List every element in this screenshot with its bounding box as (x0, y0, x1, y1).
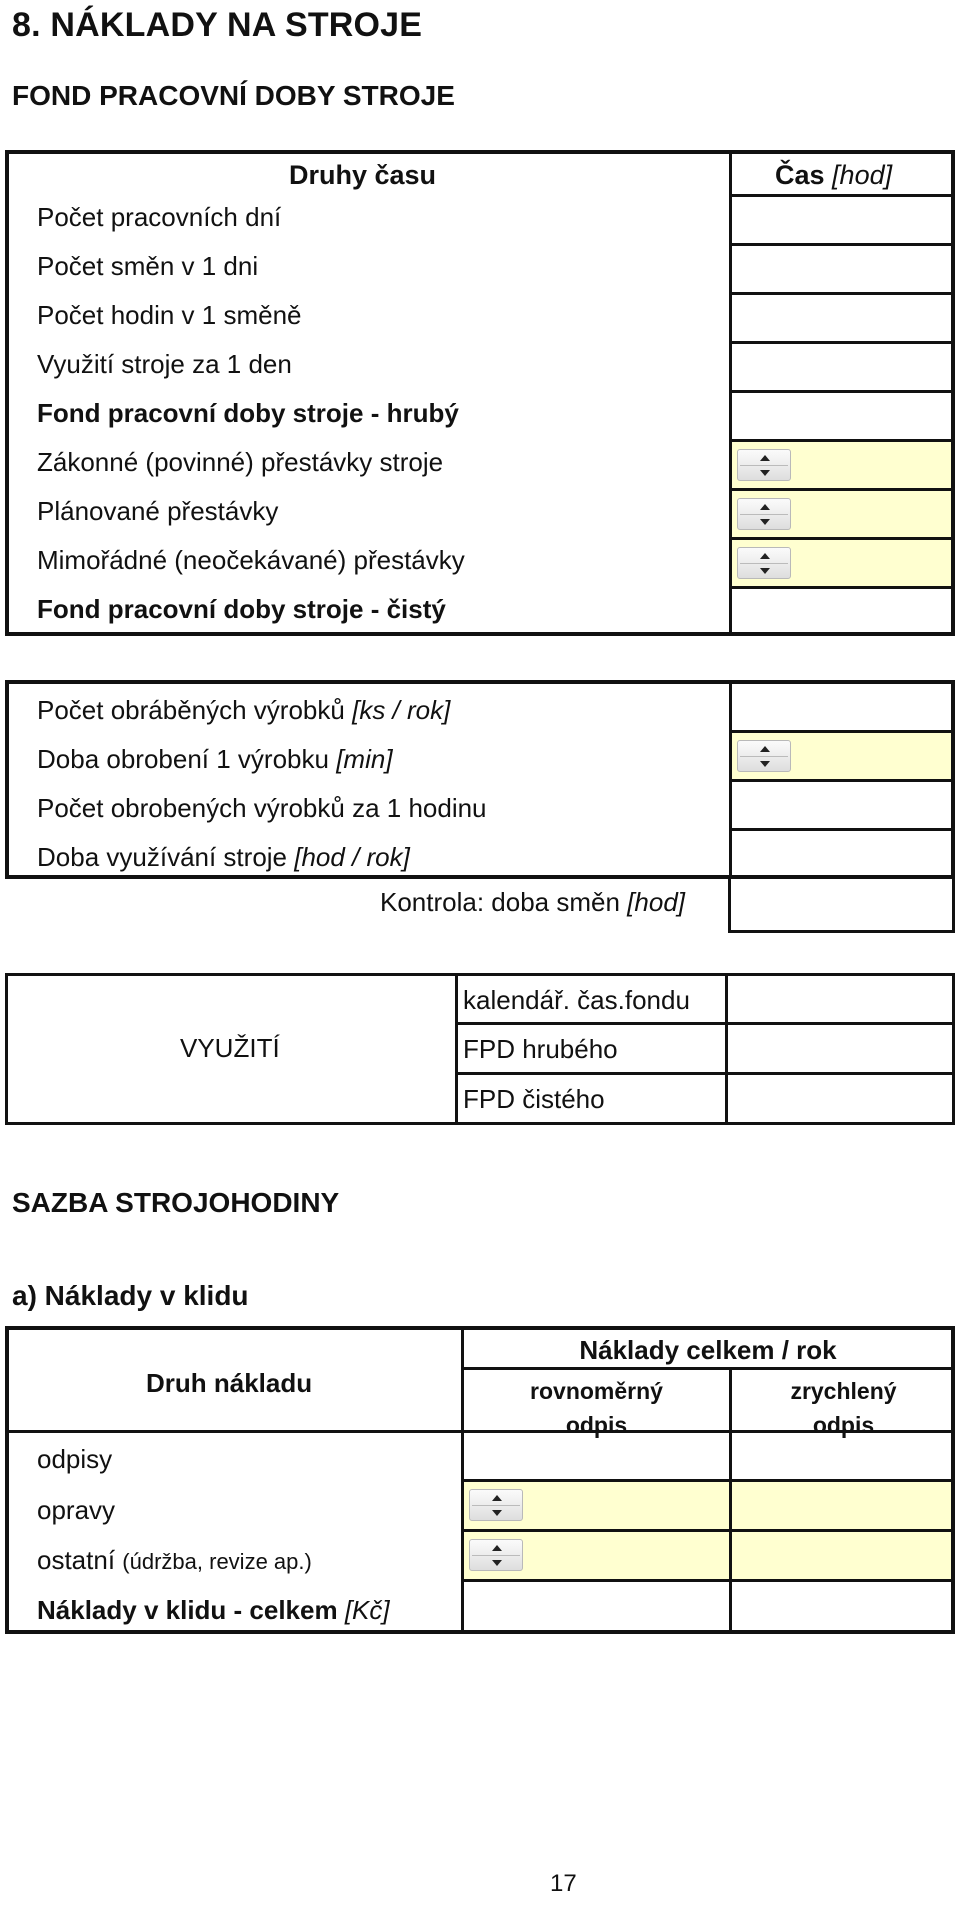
label: Doba využívání stroje (37, 842, 288, 872)
page-number: 17 (550, 1870, 577, 1897)
klid-title: a) Náklady v klidu (12, 1280, 249, 1311)
spin-up-icon[interactable] (760, 746, 770, 752)
kontrola-doba-smen (380, 887, 685, 918)
vyuziti-table (5, 973, 955, 1125)
spin-up-icon[interactable] (760, 504, 770, 510)
unit: [ks / rok] (352, 695, 451, 725)
spin-up-icon[interactable] (760, 455, 770, 461)
row-pocet-hodin: Počet hodin v 1 směně (37, 300, 302, 330)
header-naklady-celkem: Náklady celkem / rok (579, 1335, 837, 1365)
header-druh-nakladu: Druh nákladu (146, 1368, 313, 1398)
header-cas-main: Čas (775, 160, 825, 190)
header-cas (775, 160, 892, 191)
row-doba-obrobeni (37, 744, 393, 775)
unit: [hod / rok] (294, 842, 410, 872)
spin-up-icon[interactable] (492, 1495, 502, 1501)
row-ostatni (37, 1545, 312, 1576)
fond-title: FOND PRACOVNÍ DOBY STROJE (12, 80, 455, 111)
unit: [hod] (627, 887, 685, 917)
spin-down-icon[interactable] (760, 761, 770, 767)
fond-table (5, 150, 955, 636)
spin-down-icon[interactable] (760, 568, 770, 574)
klid-table (5, 1326, 955, 1634)
label: ostatní (37, 1545, 116, 1575)
spin-down-icon[interactable] (760, 519, 770, 525)
input-ostatni[interactable] (464, 1532, 951, 1579)
input-opravy[interactable] (464, 1482, 951, 1529)
sazba-title: SAZBA STROJOHODINY (12, 1187, 340, 1218)
row-pocet-smen: Počet směn v 1 dni (37, 251, 259, 281)
spinner-zakonne[interactable] (737, 449, 791, 481)
header-rovnomerny-1: rovnoměrný (530, 1378, 663, 1404)
row-vyuziti-stroje: Využití stroje za 1 den (37, 349, 292, 379)
header-rovnomerny (464, 1374, 729, 1442)
spin-down-icon[interactable] (760, 470, 770, 476)
header-zrychleny-1: zrychlený (790, 1378, 897, 1404)
row-pocet-za-hodinu: Počet obrobených výrobků za 1 hodinu (37, 793, 487, 823)
vyrobky-table (5, 680, 955, 879)
label: Doba obrobení 1 výrobku (37, 744, 329, 774)
header-druhy-casu: Druhy času (289, 160, 437, 190)
spinner-mimoradne[interactable] (737, 547, 791, 579)
detail: (údržba, revize ap.) (122, 1549, 312, 1574)
unit: [min] (336, 744, 393, 774)
row-pocet-obrabenych (37, 695, 450, 726)
row-fpd-hrubeho: FPD hrubého (463, 1034, 618, 1064)
spinner-opravy[interactable] (469, 1489, 523, 1521)
label: Náklady v klidu - celkem (37, 1595, 338, 1625)
row-fond-cisty: Fond pracovní doby stroje - čistý (37, 594, 446, 624)
row-fpd-cisteho: FPD čistého (463, 1084, 605, 1114)
row-naklady-celkem (37, 1595, 390, 1626)
row-mimoradne-prestavky: Mimořádné (neočekávané) přestávky (37, 545, 465, 575)
unit: [Kč] (344, 1595, 390, 1625)
row-opravy: opravy (37, 1495, 116, 1525)
spin-down-icon[interactable] (492, 1560, 502, 1566)
row-kalendar-cas-fondu: kalendář. čas.fondu (463, 985, 690, 1015)
header-cas-unit: [hod] (832, 160, 893, 190)
spinner-doba-obrobeni[interactable] (737, 740, 791, 772)
row-fond-hruby: Fond pracovní doby stroje - hrubý (37, 398, 459, 428)
header-rovnomerny-2: odpis (565, 1412, 628, 1438)
header-zrychleny (732, 1374, 955, 1442)
spin-up-icon[interactable] (760, 553, 770, 559)
header-zrychleny-2: odpis (812, 1412, 875, 1438)
label: Počet obráběných výrobků (37, 695, 345, 725)
row-odpisy: odpisy (37, 1444, 113, 1474)
spinner-ostatni[interactable] (469, 1539, 523, 1571)
spinner-planovane[interactable] (737, 498, 791, 530)
row-doba-vyuzivani (37, 842, 410, 873)
vyuziti-label: VYUŽITÍ (180, 1033, 280, 1063)
row-pocet-pracovnich-dni: Počet pracovních dní (37, 202, 282, 232)
label: Kontrola: doba směn (380, 887, 620, 917)
spin-down-icon[interactable] (492, 1510, 502, 1516)
section-title: 8. NÁKLADY NA STROJE (12, 6, 423, 44)
row-zakonne-prestavky: Zákonné (povinné) přestávky stroje (37, 447, 444, 477)
spin-up-icon[interactable] (492, 1545, 502, 1551)
row-planovane-prestavky: Plánované přestávky (37, 496, 279, 526)
